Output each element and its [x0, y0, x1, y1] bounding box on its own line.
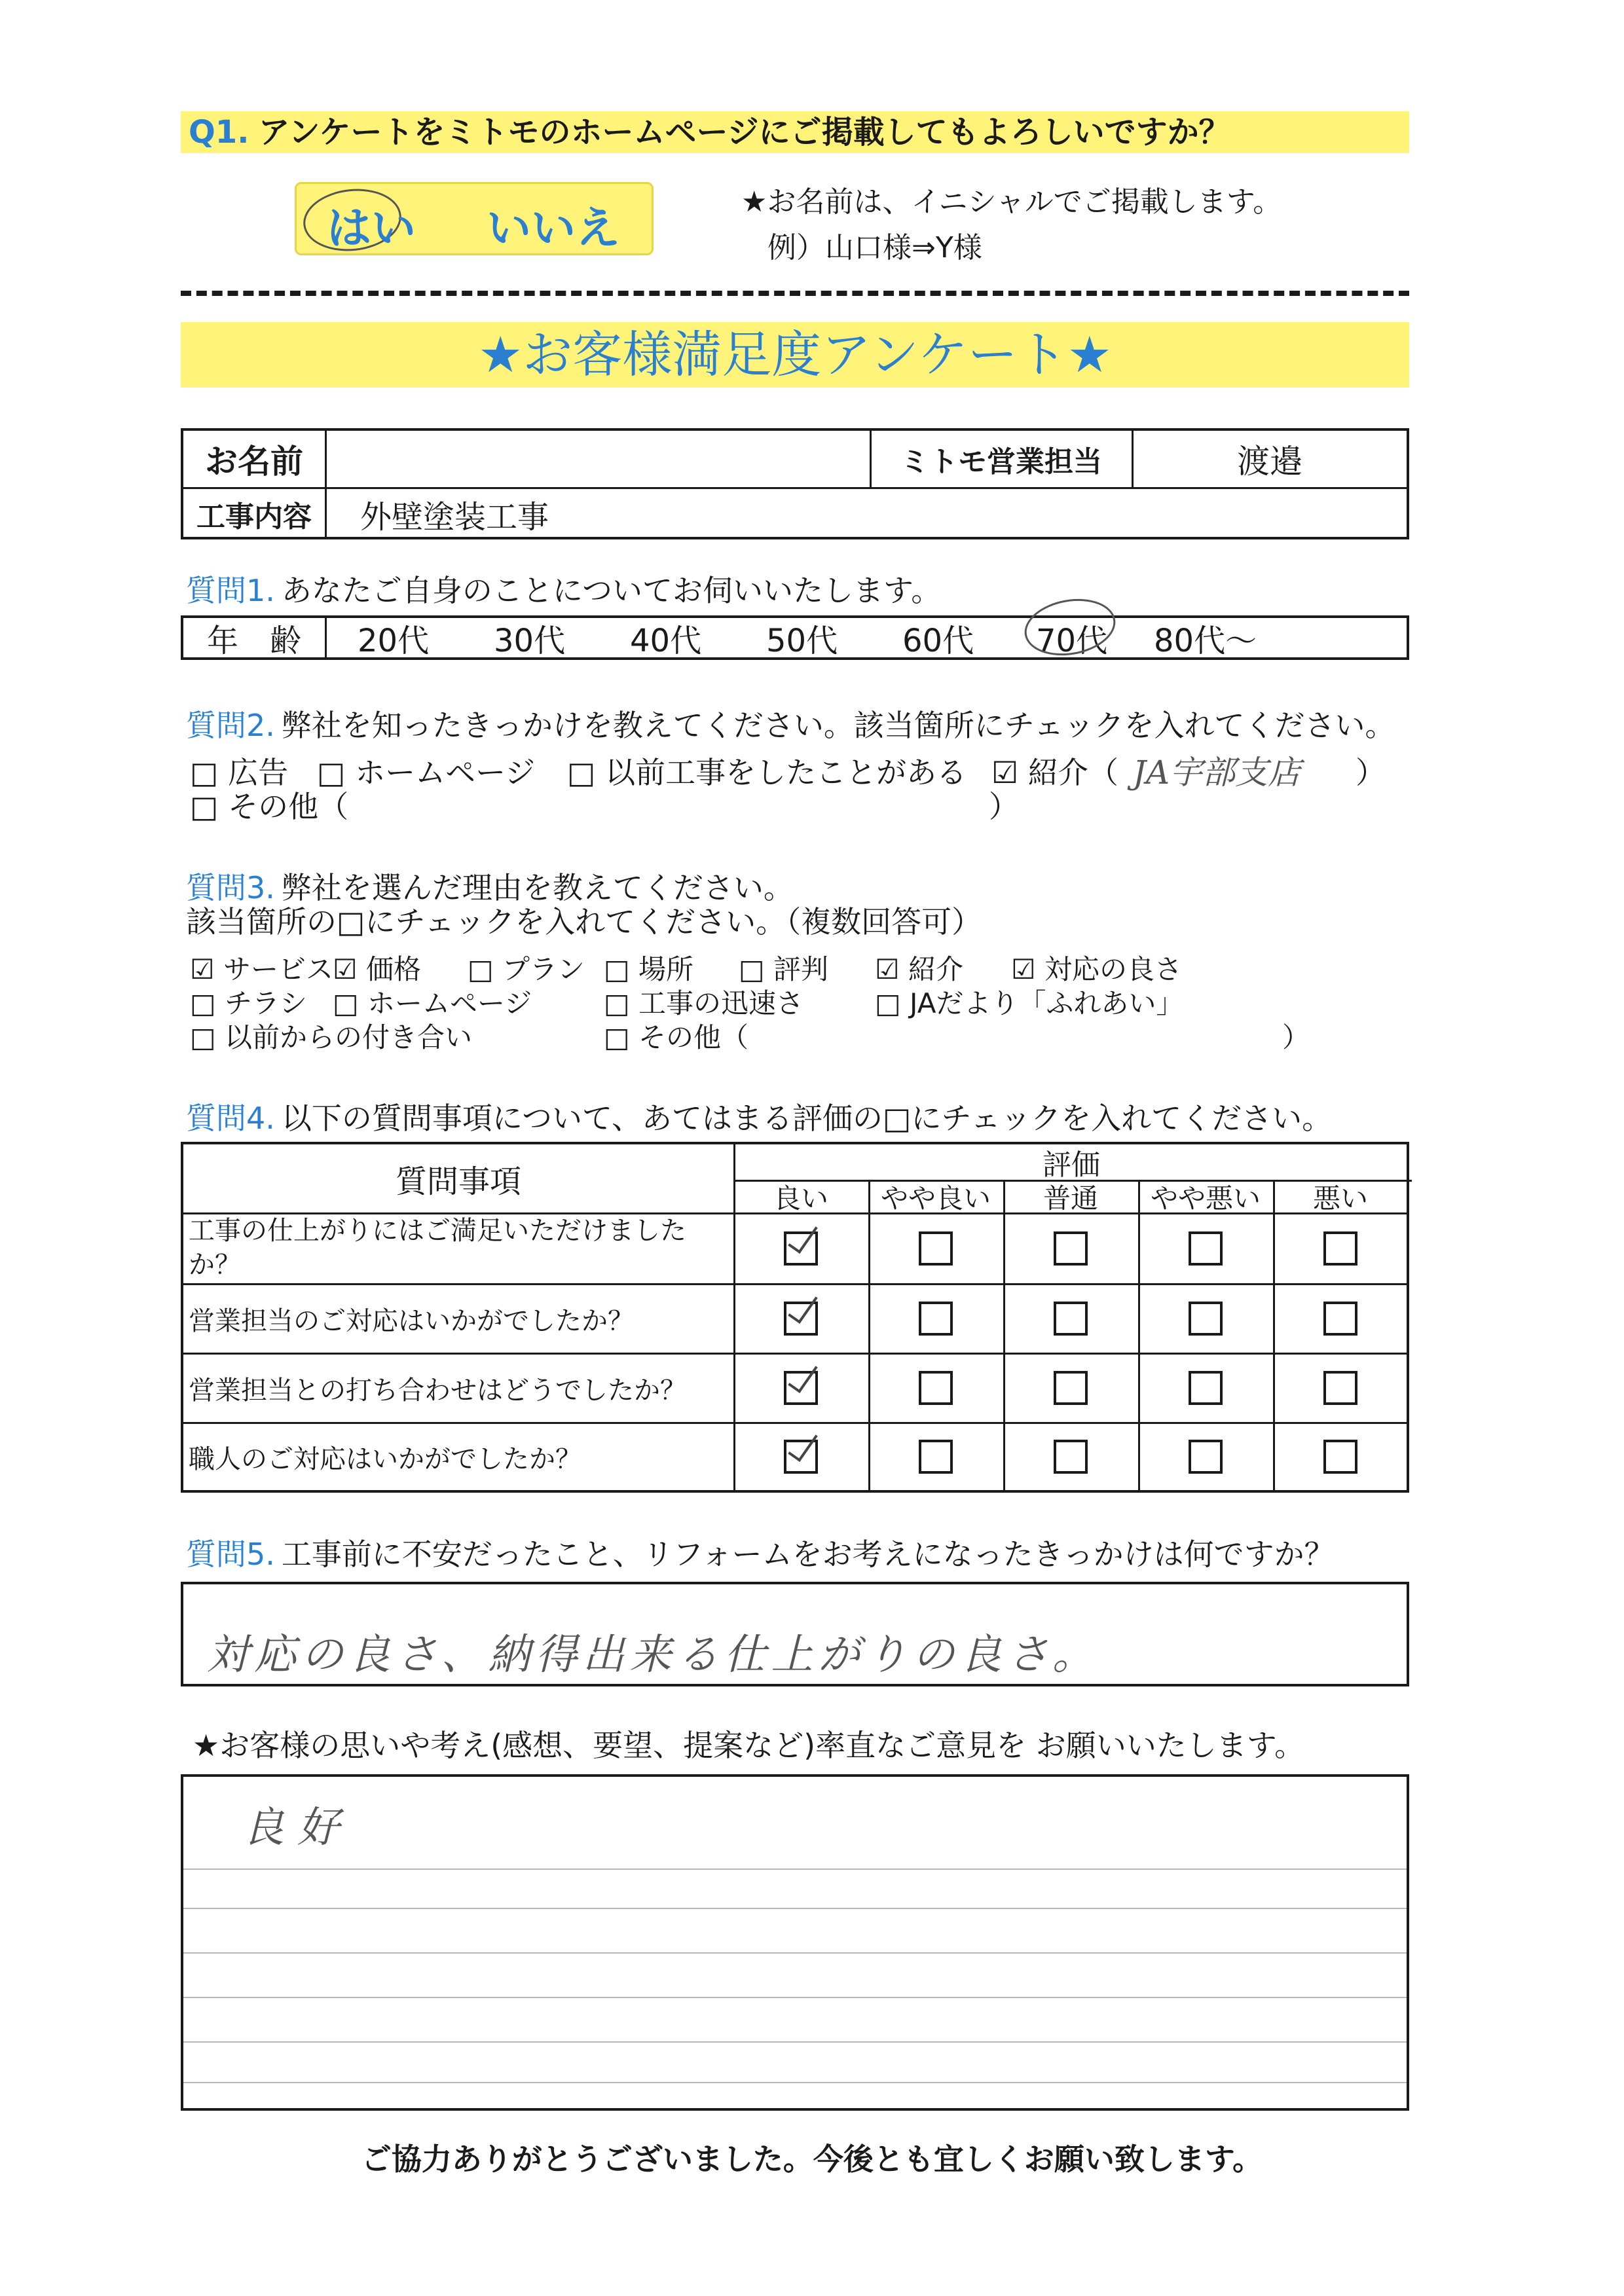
ruled-line [183, 1908, 1407, 1909]
table-row-question: 営業担当との打ち合わせはどうでしたか？ [189, 1375, 686, 1406]
footer-thanks: ご協力ありがとうございました。今後とも宜しくお願い致します。 [361, 2141, 1263, 2177]
checkbox-row2-bad[interactable] [1323, 1302, 1357, 1336]
q3-option-reputation[interactable]: □ 評判 [739, 953, 829, 985]
q3-option-label: 以前からの付き合い [225, 1021, 473, 1053]
checkbox-row3-fairly-bad[interactable] [1189, 1371, 1223, 1405]
name-field[interactable] [334, 431, 858, 487]
checkbox-row1-fairly-bad[interactable] [1189, 1231, 1223, 1266]
work-content: 外壁塗装工事 [360, 498, 549, 536]
checkbox-row1-fairly-good[interactable] [919, 1231, 953, 1266]
q2-option-other[interactable]: □ その他（ [190, 789, 349, 824]
q3-option-label: 価格 [366, 953, 422, 985]
age-50[interactable]: 50代 [766, 622, 838, 659]
question5-answer: 対応の良さ、納得出来る仕上がりの良さ。 [207, 1631, 1099, 1679]
initials-note-text: ★お名前は、イニシャルでご掲載します。 [741, 185, 1282, 219]
evaluation-table [181, 1142, 1409, 1493]
checkbox-row2-fairly-bad[interactable] [1189, 1302, 1223, 1336]
rating-bad: 悪い [1312, 1182, 1368, 1214]
ruled-line [183, 2082, 1407, 2083]
header-items: 質問事項 [395, 1163, 521, 1200]
table-row-question: 営業担当のご対応はいかがでしたか？ [189, 1305, 634, 1336]
age-70[interactable]: 70代 [1036, 622, 1108, 659]
q2-option-label: その他（ [228, 789, 349, 824]
age-80[interactable]: 80代〜 [1154, 622, 1257, 659]
option-no[interactable]: いいえ [487, 203, 621, 255]
q3-option-ja-newsletter[interactable]: □ JAだより「ふれあい」 [875, 987, 1184, 1019]
ruled-line [183, 1997, 1407, 1998]
survey-title: ★お客様満足度アンケート★ [181, 322, 1409, 388]
sales-label: ミトモ営業担当 [900, 445, 1102, 479]
divider [325, 431, 327, 537]
divider [325, 618, 327, 657]
q2-option-label: 紹介（ [1027, 755, 1118, 790]
rating-fairly-bad: やや悪い [1150, 1182, 1261, 1214]
q2-option-label: ホームページ [355, 755, 536, 790]
initials-note [741, 182, 1282, 223]
ruled-line [183, 2041, 1407, 2043]
question5-label: 質問5. [186, 1537, 275, 1572]
checkbox-row2-good[interactable] [784, 1302, 818, 1336]
q2-option-previous[interactable]: □ 以前工事をしたことがある [567, 755, 967, 790]
q3-option-label: 工事の迅速さ [638, 987, 804, 1019]
q3-option-plan[interactable]: □ プラン [468, 953, 585, 985]
close-paren: ） [1356, 755, 1386, 790]
question4-heading [186, 1095, 1332, 1138]
divider [868, 1180, 870, 1493]
checkbox-row2-fairly-good[interactable] [919, 1302, 953, 1336]
question5-heading [186, 1531, 1335, 1574]
ruled-line [183, 1952, 1407, 1954]
close-paren: ） [1282, 1021, 1310, 1053]
age-label: 年 齢 [206, 622, 301, 659]
checkbox-row4-fairly-bad[interactable] [1189, 1440, 1223, 1474]
work-label: 工事内容 [196, 500, 312, 534]
q3-option-price[interactable]: ☑ 価格 [333, 953, 422, 985]
question1-label: 質問1. [186, 573, 275, 608]
q2-option-ad[interactable]: □ 広告 [190, 755, 289, 790]
rating-average: 普通 [1043, 1182, 1098, 1214]
age-20[interactable]: 20代 [358, 622, 430, 659]
ruled-line [183, 1868, 1407, 1870]
question3-label: 質問3. [186, 870, 275, 905]
checkbox-row1-good[interactable] [784, 1231, 818, 1266]
question3-text: 弊社を選んだ理由を教えてください。 [281, 870, 794, 905]
table-row-question: 工事の仕上がりにはご満足いただけましたか？ [189, 1216, 686, 1280]
rating-good: 良い [773, 1182, 828, 1214]
age-30[interactable]: 30代 [494, 622, 566, 659]
opinion-text: ★お客様の思いや考え(感想、要望、提案など)率直なご意見を お願いいたします。 [193, 1728, 1305, 1763]
answer-box[interactable] [181, 1582, 1409, 1686]
question5-text: 工事前に不安だったこと、リフォームをお考えになったきっかけは何ですか？ [281, 1537, 1335, 1572]
checkbox-row1-average[interactable] [1054, 1231, 1088, 1266]
q2-option-label: 広告 [228, 755, 289, 790]
age-40[interactable]: 40代 [630, 622, 702, 659]
customer-info-table [181, 428, 1409, 539]
checkbox-row4-fairly-good[interactable] [919, 1440, 953, 1474]
q3-option-label: JAだより「ふれあい」 [910, 987, 1184, 1019]
question4-label: 質問4. [186, 1101, 275, 1136]
q3-option-label: 紹介 [908, 953, 964, 985]
q3-option-label: サービス [223, 953, 334, 985]
name-label: お名前 [205, 443, 303, 481]
checkbox-row3-good[interactable] [784, 1371, 818, 1405]
question3-instructions: 該当箇所の□にチェックを入れてください。（複数回答可） [186, 904, 982, 939]
referral-handwritten: JA宇部支店 [1133, 754, 1301, 792]
checkbox-row4-good[interactable] [784, 1440, 818, 1474]
option-yes[interactable]: はい [327, 203, 416, 255]
q3-option-label: 対応の良さ [1044, 953, 1183, 985]
divider [181, 291, 1409, 296]
q3-option-speed[interactable]: □ 工事の迅速さ [604, 987, 804, 1019]
q3-option-label: プラン [502, 953, 585, 985]
checkbox-row3-fairly-good[interactable] [919, 1371, 953, 1405]
header-eval: 評価 [1043, 1148, 1100, 1182]
question1-text: あなたご自身のことについてお伺いいたします。 [281, 573, 942, 608]
q3-option-label: その他（ [638, 1021, 749, 1053]
q3-option-label: 評判 [773, 953, 829, 985]
q3-option-longtime[interactable]: □ 以前からの付き合い [190, 1021, 473, 1053]
sales-rep: 渡邉 [1237, 443, 1302, 481]
question2-text: 弊社を知ったきっかけを教えてください。該当箇所にチェックを入れてください。 [281, 708, 1395, 743]
opinion-answer: 良好 [242, 1804, 352, 1852]
q3-option-label: 場所 [638, 953, 694, 985]
q1-question [181, 111, 1409, 153]
initials-example: 例）山口様⇒Y様 [767, 231, 982, 264]
age-row [181, 615, 1409, 660]
checkbox-row2-average[interactable] [1054, 1302, 1088, 1336]
q3-option-label: チラシ [225, 987, 308, 1019]
question4-text: 以下の質問事項について、あてはまる評価の□にチェックを入れてください。 [281, 1101, 1333, 1136]
consent-options [295, 182, 654, 255]
q3-option-flyer[interactable]: □ チラシ [190, 987, 308, 1019]
checkbox-row1-bad[interactable] [1323, 1231, 1357, 1266]
close-paren: ） [989, 789, 1019, 824]
divider [1138, 1180, 1140, 1493]
checkbox-row4-bad[interactable] [1323, 1440, 1357, 1474]
q2-option-homepage[interactable]: □ ホームページ [317, 755, 536, 790]
divider [1273, 1180, 1275, 1493]
q1-text: アンケートをミトモのホームページにご掲載してもよろしいですか？ [258, 114, 1230, 151]
checkbox-row4-average[interactable] [1054, 1440, 1088, 1474]
q3-option-response[interactable]: ☑ 対応の良さ [1011, 953, 1183, 985]
question2-label: 質問2. [186, 708, 275, 743]
question2-heading [186, 702, 1395, 745]
q3-option-label: ホームページ [367, 987, 532, 1019]
q3-option-other[interactable]: □ その他（ [604, 1021, 749, 1053]
q3-option-location[interactable]: □ 場所 [604, 953, 694, 985]
q2-option-referral[interactable]: ☑ 紹介（ [991, 755, 1118, 790]
age-60[interactable]: 60代 [902, 622, 974, 659]
q3-option-referral[interactable]: ☑ 紹介 [875, 953, 964, 985]
checkbox-row3-average[interactable] [1054, 1371, 1088, 1405]
opinion-heading [186, 1722, 1304, 1765]
q3-option-service[interactable]: ☑ サービス [190, 953, 334, 985]
rating-fairly-good: やや良い [880, 1182, 991, 1214]
checkbox-row3-bad[interactable] [1323, 1371, 1357, 1405]
opinion-box[interactable] [181, 1774, 1409, 2111]
question1-heading [186, 567, 941, 610]
table-row-question: 職人のご対応はいかがでしたか？ [189, 1444, 581, 1474]
divider [1003, 1180, 1005, 1493]
q1-number: Q1. [189, 114, 249, 151]
q3-option-homepage[interactable]: □ ホームページ [333, 987, 532, 1019]
q2-option-label: 以前工事をしたことがある [605, 755, 967, 790]
